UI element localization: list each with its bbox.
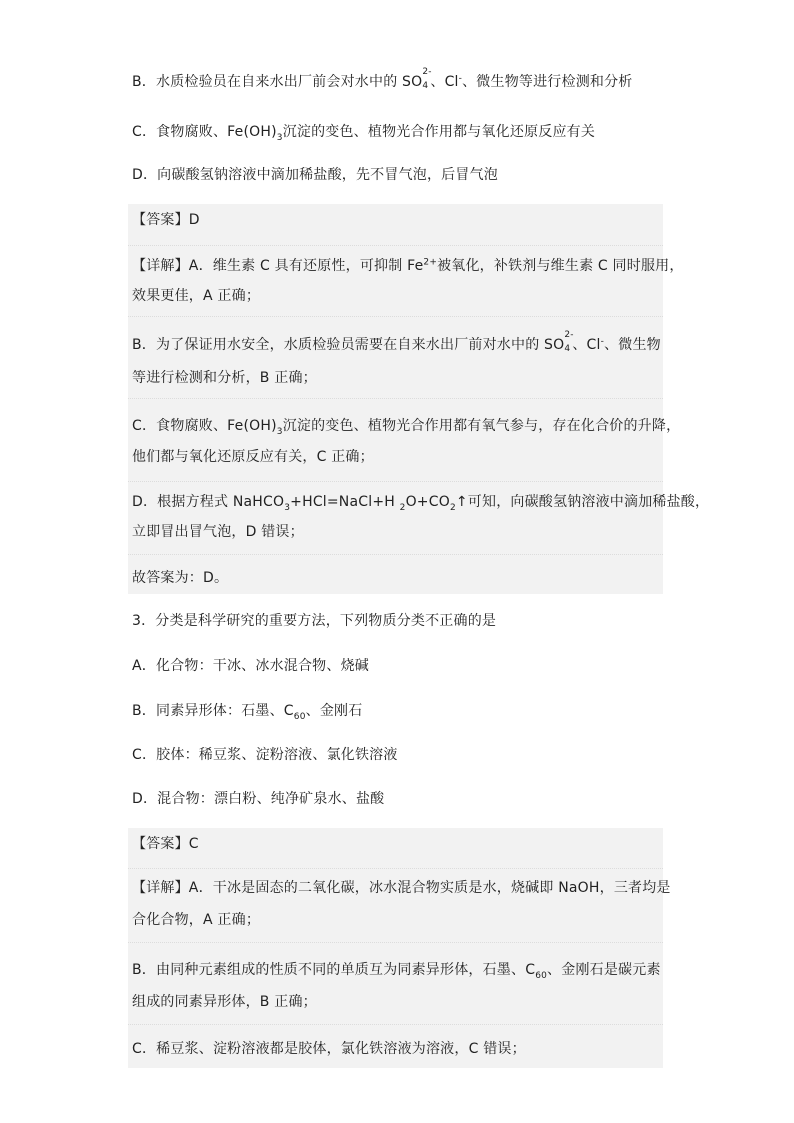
q2-option-c: C．食物腐败、$Fe(OH)_3$沉淀的变色、植物光合作用都与氧化还原反应有关: [132, 124, 596, 143]
q2-detail-b-line1: B．为了保证用水安全，水质检验员需要在自来水出厂前对水中的 SO 2- 4 、Cl-、微生物: [132, 330, 661, 354]
separator: [128, 245, 663, 247]
q2-answer-label: 【答案】D: [132, 212, 200, 228]
q2-option-b: B．水质检验员在自来水出厂前会对水中的 SO 2- 4 、Cl-、微生物等进行检测和分析: [132, 67, 633, 91]
q3-detail-a-line2: 合化合物，A 正确；: [132, 912, 261, 928]
separator: [128, 481, 663, 483]
q2-detail-b-line2: 等进行检测和分析，B 正确；: [132, 370, 317, 386]
answer-block-q3: [128, 828, 671, 1068]
q3-option-d: D．混合物：漂白粉、纯净矿泉水、盐酸: [132, 791, 385, 807]
q2-detail-c-line1: C．食物腐败、$Fe(OH)_3$沉淀的变色、植物光合作用都有氧气参与，存在化合价的升降，: [132, 418, 681, 437]
q2-detail-c-line2: 他们都与氧化还原反应有关，C 正确；: [132, 449, 374, 465]
separator: [128, 1024, 663, 1026]
q3-stem: 3．分类是科学研究的重要方法，下列物质分类不正确的是: [132, 613, 497, 629]
separator: [128, 942, 663, 944]
separator: [128, 868, 663, 870]
q3-detail-b-line1: B．由同种元素组成的性质不同的单质互为同素异形体，石墨、$C_{60}$、金刚石是碳元素: [132, 962, 661, 981]
q2-detail-a-line1: 【详解】A．维生素 C 具有还原性，可抑制 $Fe^{2+}$被氧化，补铁剂与维生素 C 同时服用，: [132, 257, 684, 274]
q2-detail-d-line1: D．根据方程式 NaHCO$_3$+HCl=NaCl+H $_2O+CO_2↑$可知，向碳酸氢钠溶液中滴加稀盐酸，: [132, 494, 710, 513]
separator: [128, 554, 663, 556]
q3-option-a: A．化合物：干冰、冰水混合物、烧碱: [132, 658, 369, 674]
q2-option-d: D．向碳酸氢钠溶液中滴加稀盐酸，先不冒气泡，后冒气泡: [132, 167, 498, 183]
q2-detail-d-line2: 立即冒出冒气泡，D 错误；: [132, 524, 304, 540]
separator: [128, 316, 663, 318]
q3-detail-b-line2: 组成的同素异形体，B 正确；: [132, 994, 317, 1010]
q2-detail-a-line2: 效果更佳，A 正确；: [132, 288, 261, 304]
q3-option-c: C．胶体：稀豆浆、淀粉溶液、氯化铁溶液: [132, 747, 398, 763]
q3-option-b: B．同素异形体：石墨、$C_{60}$、金刚石: [132, 703, 363, 722]
q3-detail-a-line1: 【详解】A．干冰是固态的二氧化碳，冰水混合物实质是水，烧碱即 NaOH，三者均是: [132, 880, 671, 896]
q3-detail-c-line1: C．稀豆浆、淀粉溶液都是胶体，氯化铁溶液为溶液，C 错误；: [132, 1041, 526, 1057]
separator: [128, 398, 663, 400]
q3-answer-label: 【答案】C: [132, 836, 199, 852]
q2-conclusion: 故答案为：D。: [132, 570, 229, 586]
